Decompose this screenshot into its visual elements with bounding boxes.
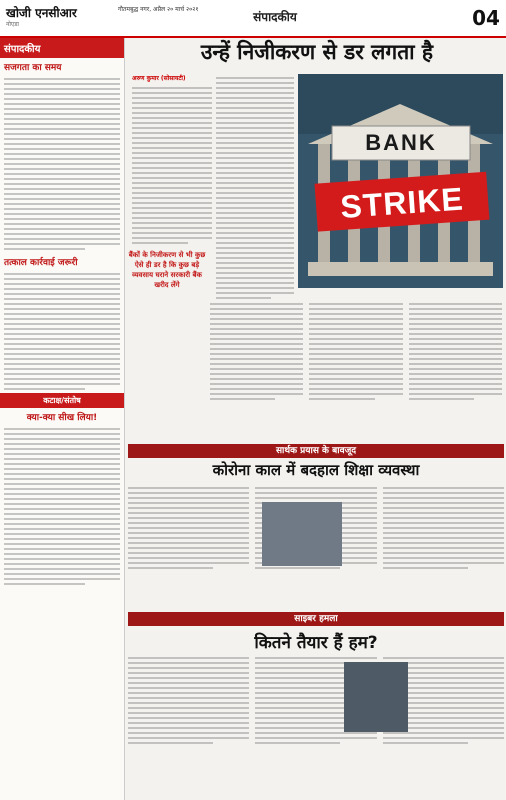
strike-tape-text: STRIKE [339, 180, 465, 225]
satire-body [0, 428, 124, 585]
bank-strike-photo [298, 74, 503, 288]
edition-label: नोएडा [6, 21, 19, 28]
satire-title: क्या-क्या सीख लिया! [26, 413, 98, 423]
section2-headline: कोरोना काल में बदहाल शिक्षा व्यवस्था [212, 461, 420, 479]
editorial-column [0, 38, 125, 800]
pull-quote [128, 250, 206, 310]
section3-article [128, 654, 504, 747]
masthead [0, 0, 506, 38]
page-number: 04 [466, 2, 506, 34]
main-article-continuation [210, 300, 502, 403]
pull-quote-text: बैंकों के निजीकरण से भी कुछ ऐसे ही डर है कि कुछ बड़े व्यवसाय घराने सरकारी बैंक खरीद लेंगे [128, 251, 206, 289]
section2-band: सार्थक प्रयास के बावजूद [128, 444, 504, 458]
section3-band: साइबर हमला [128, 612, 504, 626]
editorial-title: सजगता का समय [4, 63, 62, 73]
satire-label: कटाक्ष/संतोष [0, 393, 124, 408]
cyber-attack-photo [344, 662, 408, 732]
section3-headline: कितने तैयार हैं हम? [254, 633, 378, 653]
newspaper-logo: खोजी एनसीआर [6, 6, 77, 20]
main-article-col-1 [132, 74, 212, 247]
editorial-body [0, 78, 124, 250]
bank-sign-text: BANK [365, 130, 437, 155]
main-article-col-2 [216, 74, 294, 302]
bank-strike-illustration [298, 74, 503, 288]
editorial-title-2: तत्काल कार्रवाई जरूरी [4, 258, 78, 268]
main-headline: उन्हें निजीकरण से डर लगता है [200, 40, 434, 64]
editorial-body-2 [0, 273, 124, 390]
page-section-title: संपादकीय [253, 10, 297, 24]
classroom-photo [262, 502, 342, 566]
editorial-section-heading: संपादकीय [0, 38, 124, 58]
dateline: गौतमबुद्ध नगर, अप्रैल २० मार्च २०२१ [118, 6, 199, 13]
byline: अरुण कुमार (सोसायटी) [132, 75, 186, 82]
